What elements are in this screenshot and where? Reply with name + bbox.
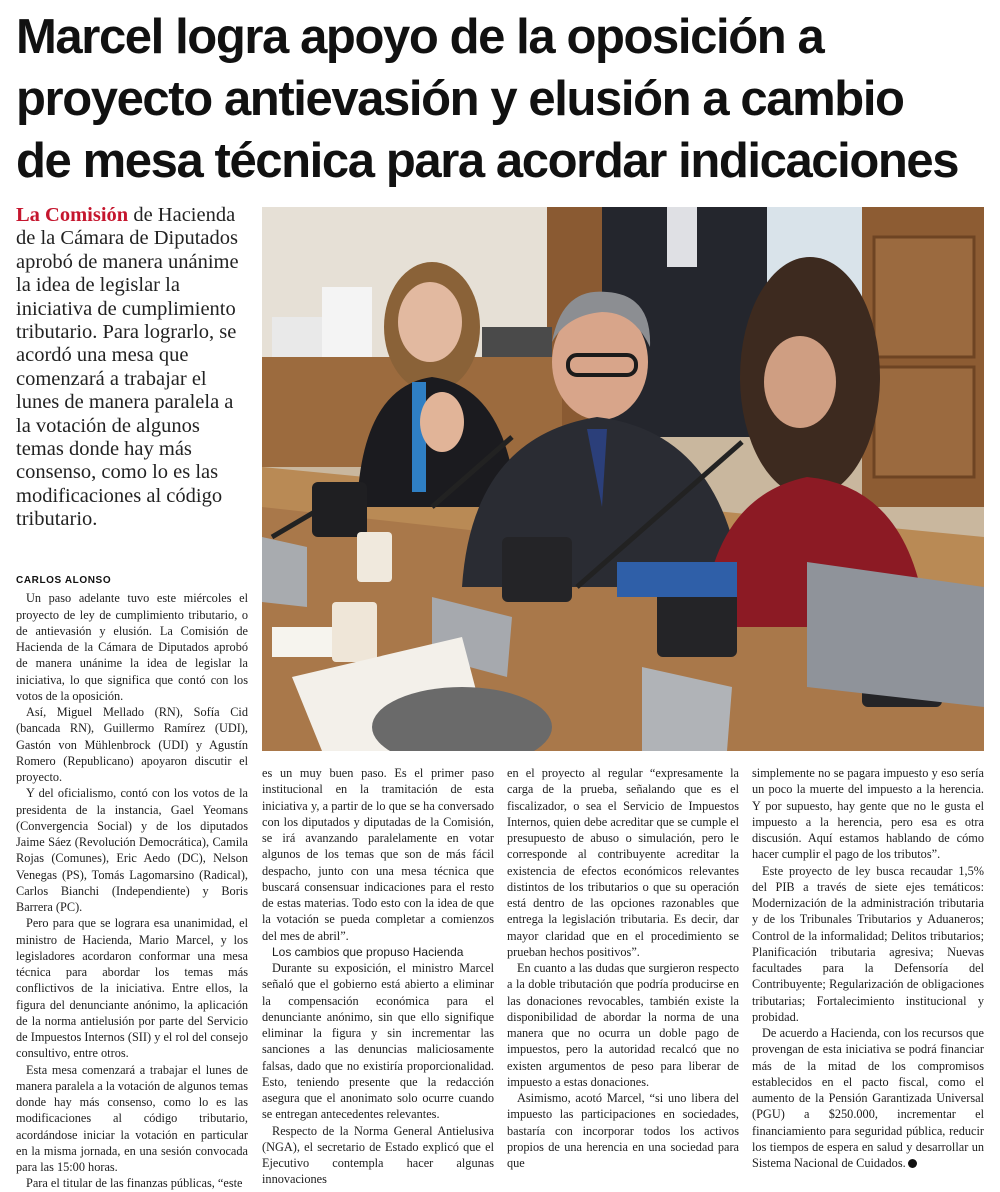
section-subhead: Los cambios que propuso Hacienda: [272, 944, 464, 959]
article-paragraph: Un paso adelante tuvo este miércoles el proyecto de ley de cumplimiento tributario, o de antievasión y elusión. La Comisión de Hacienda de la Cámara de Diputados aprobó de manera unánime la idea de legislar la iniciativa, lo que significa que contó con los votos de la oposición.: [16, 591, 248, 703]
article-paragraph: simplemente no se pagara impuesto y eso sería un poco la muerte del impuesto a la herencia. Y por supuesto, hay gente que no le gusta el impuesto a la herencia, pero esa es otra discusión. Aquí estamos hablando de cómo hacer cumplir el pago de los tributos”.: [752, 766, 984, 862]
article-paragraph: Respecto de la Norma General Antielusiva (NGA), el secretario de Estado explicó que el Ejecutivo contempla hacer algunas innovaciones: [262, 1123, 494, 1187]
photo-illustration: [262, 207, 984, 751]
article-paragraph-text: De acuerdo a Hacienda, con los recursos que provengan de esta iniciativa se podrá financiar más de la mitad de los compromisos establecidos en el pacto fiscal, como el aumento de la Pensión Garantizada Universal (PGU) a $250.000, incrementar el financiamiento para seguridad pública, reducir los tiempos de espera en salud y desarrollar un Sistema Nacional de Cuidados.: [752, 1026, 984, 1170]
headline-line: Marcel logra apoyo de la oposición a: [16, 10, 824, 64]
article-paragraph: Esta mesa comenzará a trabajar el lunes de manera paralela a la votación de algunos temas donde hay más consenso, como lo es las modificaciones al código tributario, acordándose iniciar la votación en particular en la misma jornada, en una sesión convocada para las 15:00 horas.: [16, 1062, 248, 1174]
article-paragraph: Pero para que se lograra esa unanimidad, el ministro de Hacienda, Mario Marcel, y los legisladores acordaron conformar una mesa técnica para abordar los temas más conflictivos de la iniciativa. Entre ellos, la figura del denunciante anónimo, la aplicación de la norma antielusión por parte del Servicio de Impuestos Internos (SII) y el rol del consejo consultivo, entre otros.: [16, 916, 248, 1061]
headline-line: proyecto antievasión y elusión a cambio: [16, 72, 904, 126]
headline-line: de mesa técnica para acordar indicaciones: [16, 134, 959, 188]
headline: [16, 6, 991, 192]
article-column-4: [752, 765, 984, 1171]
article-paragraph: Para el titular de las finanzas públicas, “este: [26, 1176, 243, 1191]
news-photo: [262, 207, 984, 751]
lede-text: de Hacienda de la Cámara de Diputados aprobó de manera unánime la idea de legislar la iniciativa de cumplimiento tributario. Para lograrlo, se acordó una mesa que comenzará a trabajar el lunes de manera paralela a la votación de algunos temas donde hay más consenso, como lo es las modificaciones al código tributario.: [16, 204, 239, 531]
article-paragraph: Asimismo, acotó Marcel, “si uno libera del impuesto las participaciones en sociedades, bastaría con incorporar todos los activos propios de una herencia en una sociedad para que: [507, 1091, 739, 1170]
article-paragraph: [752, 1025, 984, 1171]
article-paragraph: Este proyecto de ley busca recaudar 1,5% del PIB a través de siete ejes temáticos: Modernización de la administración tributaria y de los Tribunales Tributarios y Aduaneros; Control de la informalidad; Delitos tributarios; Planificación tributaria agresiva; Nuevas facultades para la Defensoría del Contribuyente; Regularización de obligaciones tributarias; Fortalecimiento institucional y probidad.: [752, 863, 984, 1024]
article-paragraph: Así, Miguel Mellado (RN), Sofía Cid (bancada RN), Guillermo Ramírez (UDI), Gastón von Mühlenbrock (UDI) y Agustín Romero (Republicano) apoyaron discutir el proyecto.: [16, 705, 248, 784]
article-paragraph: es un muy buen paso. Es el primer paso institucional en la tramitación de esta iniciativa y, a partir de lo que se ha conversado con los diputados y diputadas de la Comisión, se irá avanzando paralelamente en votar algunos de los temas que son de más fácil despacho, junto con una mesa técnica que buscará consensuar indicaciones para el resto de estas materias. Todo esto con la idea de que la votación se pueda completar a comienzos del mes de abril”.: [262, 766, 494, 943]
article-paragraph: en el proyecto al regular “expresamente la carga de la prueba, señalando que es el fiscalizador, o sea el Servicio de Impuestos Internos, quien debe acreditar que se cumple el presupuesto de abuso o simulación, pero le corresponde al contribuyente acreditar la existencia de efectos económicos relevantes distintos de los tributarios o que su operación está dentro de las opciones razonables que entrega la legislación tributaria. Es decir, dar mayor claridad que en el procedimiento se prueban hechos positivos”.: [507, 766, 739, 959]
byline: CARLOS ALONSO: [16, 575, 112, 586]
lede-accent: La Comisión: [16, 204, 129, 226]
end-of-article-icon: [908, 1159, 917, 1168]
article-paragraph: Durante su exposición, el ministro Marcel señaló que el gobierno está abierto a eliminar la compensación económica para el denunciante anónimo, sin que ello signifique eliminar la figura y sin incrementar las sanciones a las denuncias maliciosamente falsas, dado que no existiría proporcionalidad. Esto, teniendo presente que la redacción asegura que el anonimato solo ocurre cuando se entregan antecedentes relevantes.: [262, 961, 494, 1122]
article-paragraph: Y del oficialismo, contó con los votos de la presidenta de la instancia, Gael Yeomans (Convergencia Social) y de los diputados Jaime Sáez (Revolución Democrática), Camila Rojas (Comunes), Eric Aedo (DC), Nelson Venegas (PS), Tomás Lagomarsino (Radical), Carlos Bianchi (Independiente) y Boris Barrera (PC).: [16, 786, 248, 914]
article-paragraph: En cuanto a las dudas que surgieron respecto a la doble tributación que podría producirse en las donaciones revocables, también existe la disponibilidad de abordar la norma de una manera que no ocurra un doble pago de impuestos, pero la autoridad recalcó que no existen argumentos de peso para liberar de impuesto a estas donaciones.: [507, 961, 739, 1089]
article-column-3: [507, 765, 739, 1171]
article-column-1: [16, 573, 248, 1192]
lede-paragraph: [16, 204, 248, 532]
article-column-2: [262, 765, 494, 1188]
